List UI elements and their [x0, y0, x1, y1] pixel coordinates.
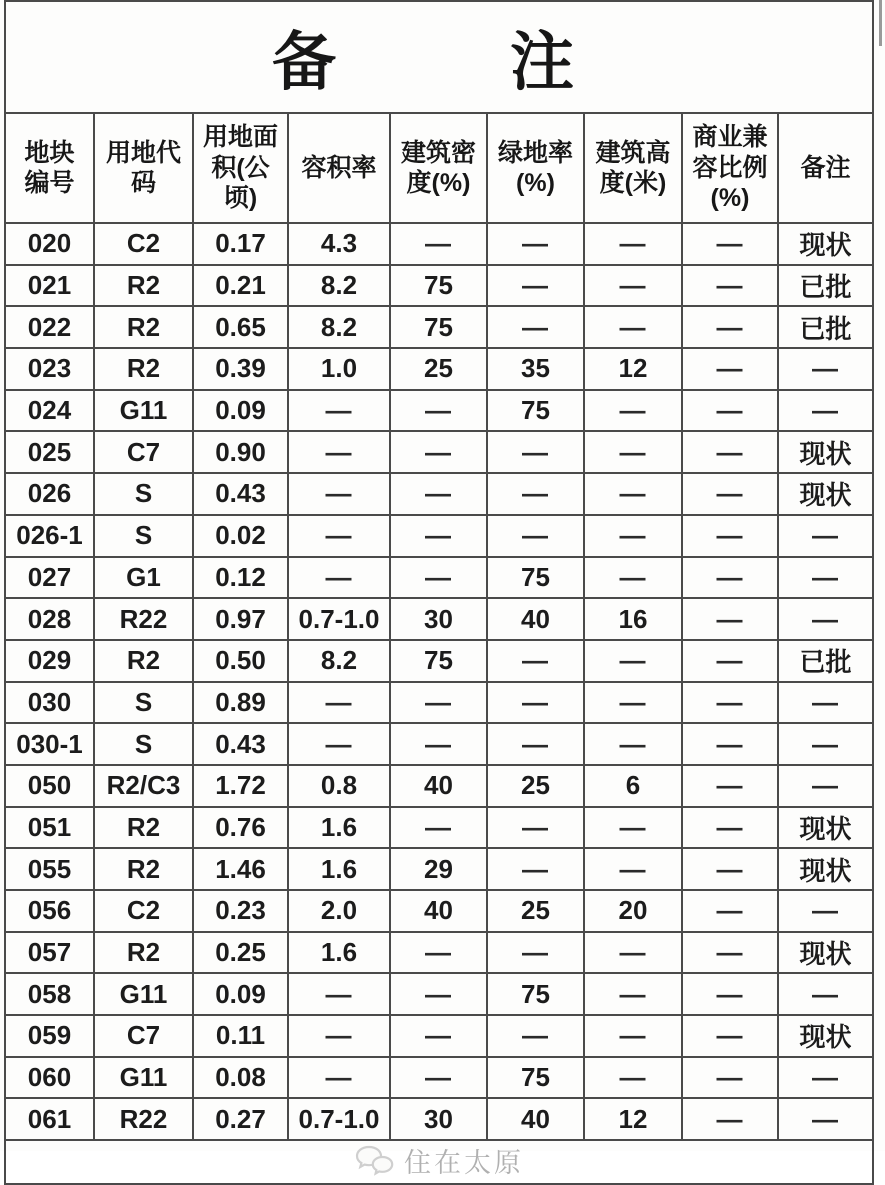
table-row	[5, 223, 873, 265]
cell: 0.39	[193, 348, 288, 390]
table-title-row	[5, 1, 873, 113]
table-row	[5, 848, 873, 890]
cell: 现状	[778, 223, 873, 265]
cell: C7	[94, 1015, 193, 1057]
cell: —	[288, 431, 390, 473]
watermark-cell	[5, 1140, 873, 1184]
cell: —	[390, 723, 487, 765]
column-header: 容积率	[288, 113, 390, 223]
cell: —	[288, 557, 390, 599]
table-row	[5, 515, 873, 557]
cell: R2	[94, 640, 193, 682]
cell: 0.09	[193, 390, 288, 432]
cell: 021	[5, 265, 94, 307]
cell: G1	[94, 557, 193, 599]
cell: 已批	[778, 306, 873, 348]
cell: G11	[94, 973, 193, 1015]
cell: —	[487, 223, 584, 265]
cell: 0.43	[193, 473, 288, 515]
cell: —	[778, 890, 873, 932]
cell: —	[584, 973, 682, 1015]
cell: 0.65	[193, 306, 288, 348]
land-parcel-table	[4, 0, 874, 1185]
cell: —	[487, 682, 584, 724]
cell: 0.97	[193, 598, 288, 640]
cell: 8.2	[288, 265, 390, 307]
cell: 028	[5, 598, 94, 640]
cell: —	[682, 473, 778, 515]
cell: —	[778, 348, 873, 390]
cell: —	[288, 1015, 390, 1057]
cell: —	[288, 1057, 390, 1099]
table-row	[5, 557, 873, 599]
cell: 022	[5, 306, 94, 348]
cell: 059	[5, 1015, 94, 1057]
cell: —	[682, 598, 778, 640]
cell: 现状	[778, 932, 873, 974]
cell: 024	[5, 390, 94, 432]
cell: G11	[94, 390, 193, 432]
cell: —	[390, 390, 487, 432]
cell: R2	[94, 265, 193, 307]
cell: —	[288, 973, 390, 1015]
cell: 0.11	[193, 1015, 288, 1057]
cell: 29	[390, 848, 487, 890]
table-row	[5, 1057, 873, 1099]
table-row	[5, 640, 873, 682]
cell: 061	[5, 1098, 94, 1140]
cell: 0.17	[193, 223, 288, 265]
cell: —	[682, 848, 778, 890]
cell: 现状	[778, 1015, 873, 1057]
cell: 30	[390, 598, 487, 640]
cell: —	[487, 306, 584, 348]
cell: 0.89	[193, 682, 288, 724]
cell: 1.6	[288, 848, 390, 890]
cell: —	[390, 682, 487, 724]
cell: S	[94, 723, 193, 765]
cell: —	[778, 765, 873, 807]
cell: 已批	[778, 640, 873, 682]
cell: 12	[584, 348, 682, 390]
cell: R2	[94, 932, 193, 974]
cell: C2	[94, 223, 193, 265]
cell: —	[288, 723, 390, 765]
table-row	[5, 265, 873, 307]
cell: —	[288, 682, 390, 724]
cell: —	[390, 223, 487, 265]
cell: —	[682, 682, 778, 724]
column-header: 用地代码	[94, 113, 193, 223]
cell: R2	[94, 807, 193, 849]
cell: 025	[5, 431, 94, 473]
cell: 057	[5, 932, 94, 974]
column-header: 地块编号	[5, 113, 94, 223]
cell: 0.02	[193, 515, 288, 557]
cell: —	[682, 890, 778, 932]
cell: 现状	[778, 431, 873, 473]
watermark-row	[5, 1140, 873, 1184]
cell: 026	[5, 473, 94, 515]
cell: 058	[5, 973, 94, 1015]
cell: 0.7-1.0	[288, 1098, 390, 1140]
cell: 20	[584, 890, 682, 932]
cell: 4.3	[288, 223, 390, 265]
cell: —	[682, 557, 778, 599]
cell: 1.6	[288, 807, 390, 849]
cell: —	[584, 1015, 682, 1057]
column-header: 商业兼容比例(%)	[682, 113, 778, 223]
table-row	[5, 682, 873, 724]
cell: C2	[94, 890, 193, 932]
cell: —	[682, 306, 778, 348]
cell: —	[584, 557, 682, 599]
cell: R2	[94, 348, 193, 390]
cell: —	[584, 473, 682, 515]
cell: —	[778, 557, 873, 599]
cell: 051	[5, 807, 94, 849]
cell: —	[682, 223, 778, 265]
cell: 6	[584, 765, 682, 807]
cell: 0.7-1.0	[288, 598, 390, 640]
cell: 现状	[778, 473, 873, 515]
cell: 12	[584, 1098, 682, 1140]
cell: 75	[390, 306, 487, 348]
cell: R2	[94, 306, 193, 348]
cell: 0.25	[193, 932, 288, 974]
cell: 0.50	[193, 640, 288, 682]
cell: 029	[5, 640, 94, 682]
cell: 75	[487, 390, 584, 432]
table-row	[5, 765, 873, 807]
cell: 0.76	[193, 807, 288, 849]
table-row	[5, 390, 873, 432]
cell: —	[682, 515, 778, 557]
cell: 0.12	[193, 557, 288, 599]
table-header-row	[5, 113, 873, 223]
cell: —	[778, 973, 873, 1015]
cell: —	[390, 557, 487, 599]
cell: —	[487, 473, 584, 515]
cell: —	[288, 390, 390, 432]
cell: 1.6	[288, 932, 390, 974]
cell: —	[778, 390, 873, 432]
cell: 35	[487, 348, 584, 390]
cell: —	[778, 682, 873, 724]
table-row	[5, 723, 873, 765]
cell: 055	[5, 848, 94, 890]
cell: —	[682, 765, 778, 807]
column-header: 用地面积(公顷)	[193, 113, 288, 223]
cell: 056	[5, 890, 94, 932]
cell: —	[682, 932, 778, 974]
cell: 40	[390, 890, 487, 932]
cell: —	[288, 515, 390, 557]
table-row	[5, 973, 873, 1015]
column-header: 备注	[778, 113, 873, 223]
cell: 40	[487, 598, 584, 640]
cell: 1.46	[193, 848, 288, 890]
table-row	[5, 473, 873, 515]
cell: 0.8	[288, 765, 390, 807]
cell: —	[682, 1098, 778, 1140]
cell: C7	[94, 431, 193, 473]
cell: S	[94, 682, 193, 724]
title-char-left: 备	[272, 26, 339, 98]
cell: —	[682, 265, 778, 307]
cell: 060	[5, 1057, 94, 1099]
watermark-text: 住在太原	[404, 1148, 525, 1179]
cell: 30	[390, 1098, 487, 1140]
cell: —	[584, 682, 682, 724]
cell: —	[778, 515, 873, 557]
cell: 75	[390, 640, 487, 682]
cell: —	[682, 807, 778, 849]
cell: —	[778, 598, 873, 640]
cell: —	[584, 848, 682, 890]
cell: —	[682, 390, 778, 432]
cell: 现状	[778, 848, 873, 890]
page-edge-line	[879, 0, 882, 46]
cell: —	[390, 473, 487, 515]
cell: —	[487, 431, 584, 473]
cell: 40	[390, 765, 487, 807]
cell: —	[584, 265, 682, 307]
cell: —	[390, 515, 487, 557]
cell: 050	[5, 765, 94, 807]
cell: —	[584, 223, 682, 265]
table-row	[5, 598, 873, 640]
cell: 16	[584, 598, 682, 640]
cell: 0.43	[193, 723, 288, 765]
cell: 0.21	[193, 265, 288, 307]
cell: 2.0	[288, 890, 390, 932]
watermark	[354, 1141, 524, 1180]
cell: —	[390, 1057, 487, 1099]
cell: —	[584, 431, 682, 473]
cell: —	[682, 348, 778, 390]
cell: —	[682, 1015, 778, 1057]
cell: —	[584, 932, 682, 974]
cell: 1.72	[193, 765, 288, 807]
cell: —	[487, 640, 584, 682]
cell: 030	[5, 682, 94, 724]
cell: —	[390, 807, 487, 849]
cell: 0.08	[193, 1057, 288, 1099]
cell: 已批	[778, 265, 873, 307]
cell: 75	[487, 557, 584, 599]
cell: —	[584, 306, 682, 348]
cell: 75	[487, 1057, 584, 1099]
cell: —	[390, 431, 487, 473]
column-header: 建筑高度(米)	[584, 113, 682, 223]
cell: —	[390, 932, 487, 974]
cell: —	[584, 1057, 682, 1099]
cell: 75	[487, 973, 584, 1015]
cell: 026-1	[5, 515, 94, 557]
cell: 现状	[778, 807, 873, 849]
cell: R22	[94, 598, 193, 640]
cell: —	[487, 807, 584, 849]
cell: —	[682, 640, 778, 682]
table-row	[5, 890, 873, 932]
column-header: 绿地率(%)	[487, 113, 584, 223]
cell: 40	[487, 1098, 584, 1140]
cell: 0.23	[193, 890, 288, 932]
table-row	[5, 306, 873, 348]
cell: —	[778, 1057, 873, 1099]
cell: 25	[487, 765, 584, 807]
cell: —	[487, 515, 584, 557]
cell: —	[584, 723, 682, 765]
chat-bubbles-icon	[354, 1144, 396, 1178]
table-row	[5, 431, 873, 473]
cell: —	[682, 723, 778, 765]
column-header: 建筑密度(%)	[390, 113, 487, 223]
table-row	[5, 807, 873, 849]
title-char-right: 注	[510, 26, 577, 98]
cell: —	[487, 265, 584, 307]
cell: —	[584, 807, 682, 849]
cell: —	[390, 1015, 487, 1057]
cell: —	[487, 932, 584, 974]
cell: R2	[94, 848, 193, 890]
cell: S	[94, 473, 193, 515]
table-row	[5, 932, 873, 974]
cell: —	[778, 1098, 873, 1140]
cell: S	[94, 515, 193, 557]
cell: —	[682, 973, 778, 1015]
table-title	[5, 1, 873, 113]
cell: 0.27	[193, 1098, 288, 1140]
cell: 027	[5, 557, 94, 599]
cell: G11	[94, 1057, 193, 1099]
cell: 0.09	[193, 973, 288, 1015]
cell: —	[390, 973, 487, 1015]
cell: 25	[487, 890, 584, 932]
cell: —	[487, 723, 584, 765]
cell: —	[584, 515, 682, 557]
cell: —	[487, 1015, 584, 1057]
table-row	[5, 1015, 873, 1057]
cell: —	[487, 848, 584, 890]
cell: 030-1	[5, 723, 94, 765]
cell: 8.2	[288, 640, 390, 682]
cell: —	[682, 431, 778, 473]
cell: R2/C3	[94, 765, 193, 807]
cell: R22	[94, 1098, 193, 1140]
cell: —	[682, 1057, 778, 1099]
cell: 8.2	[288, 306, 390, 348]
cell: 0.90	[193, 431, 288, 473]
cell: 25	[390, 348, 487, 390]
cell: 023	[5, 348, 94, 390]
cell: —	[288, 473, 390, 515]
cell: —	[584, 640, 682, 682]
cell: 020	[5, 223, 94, 265]
cell: —	[778, 723, 873, 765]
cell: 75	[390, 265, 487, 307]
cell: 1.0	[288, 348, 390, 390]
cell: —	[584, 390, 682, 432]
table-row	[5, 348, 873, 390]
table-row	[5, 1098, 873, 1140]
